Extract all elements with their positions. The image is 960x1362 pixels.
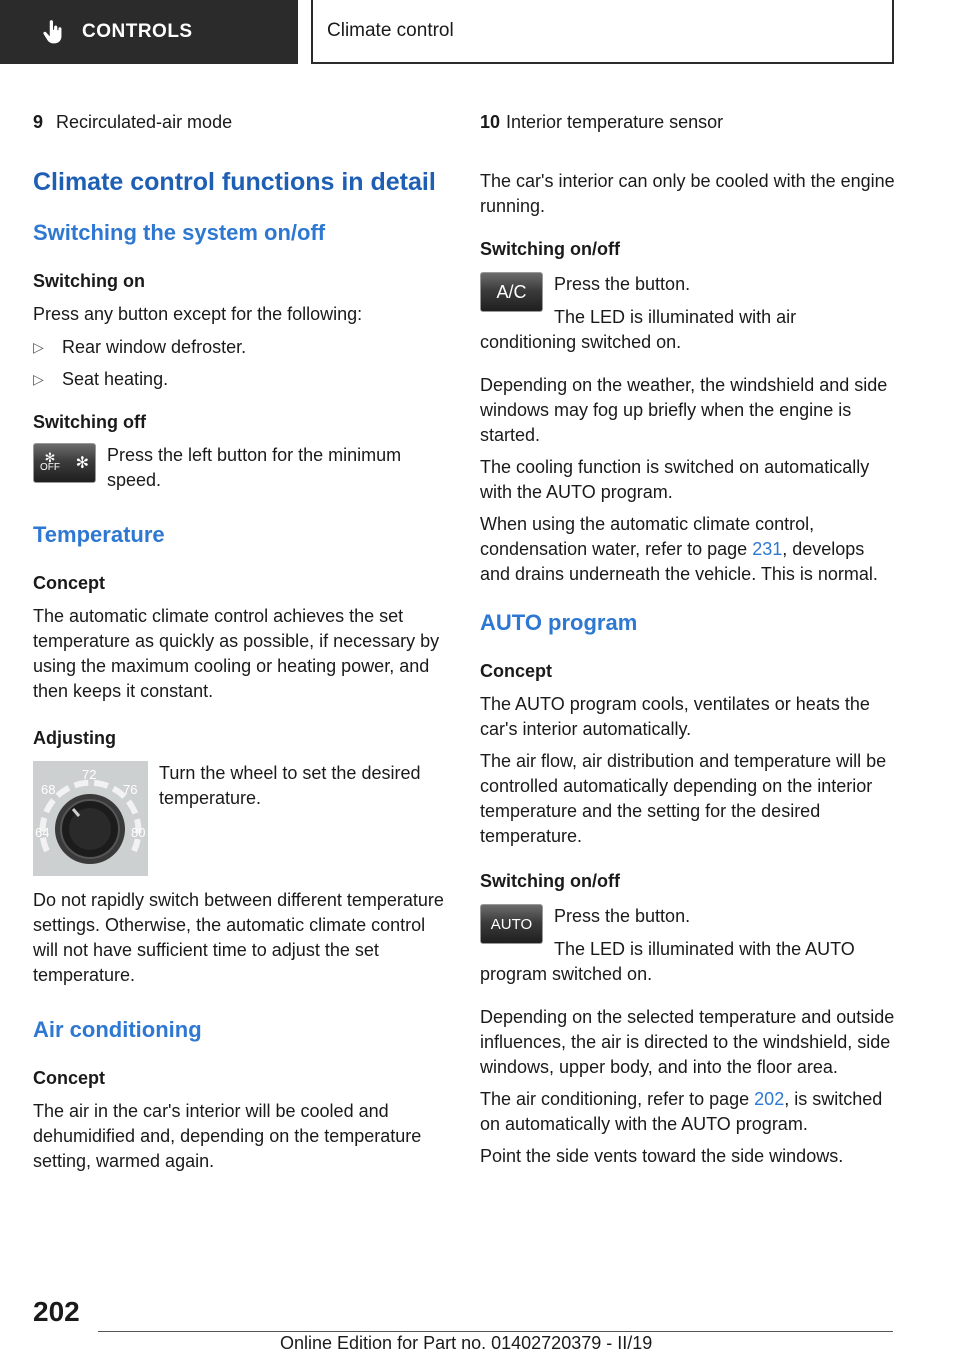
switching-off-row bbox=[33, 443, 448, 493]
cooled-text: The car's interior can only be cooled with the engine running. bbox=[480, 171, 895, 216]
heading-ac-switching: Switching on/off bbox=[480, 239, 620, 259]
temp-concept-text: The automatic climate control achieves the set temperature as quickly as possible, if necessary by using the maximum cooling or heating power, and then keeps it constant. bbox=[33, 606, 440, 701]
chapter-tab bbox=[0, 0, 298, 64]
footer-divider bbox=[98, 1331, 893, 1332]
auto-concept-text-2: The air flow, air distribution and temperature will be controlled automatically depending on the interior temperature and the setting for the desired temperature. bbox=[480, 751, 887, 846]
switching-on-text: Press any button except for the following: bbox=[33, 304, 363, 324]
main-heading: Climate control functions in detail bbox=[33, 168, 436, 196]
heading-ac-concept: Concept bbox=[33, 1068, 105, 1088]
side-vents-text: Point the side vents toward the side windows. bbox=[480, 1146, 844, 1166]
cooling-function-text: The cooling function is switched on automatically with the AUTO program. bbox=[480, 457, 870, 502]
ac-button-image: A/C bbox=[480, 272, 543, 312]
right-column bbox=[480, 110, 895, 1169]
legend-number: 9 bbox=[33, 112, 44, 132]
legend-item-10 bbox=[480, 110, 895, 135]
hand-pointer-icon bbox=[40, 19, 66, 45]
switching-off-text: Press the left button for the minimum speed. bbox=[107, 445, 402, 490]
chapter-label: CONTROLS bbox=[82, 21, 193, 42]
exception-list bbox=[33, 335, 448, 392]
svg-text:68: 68 bbox=[41, 782, 56, 797]
svg-text:72: 72 bbox=[82, 767, 97, 782]
adjusting-row bbox=[33, 761, 448, 876]
legend-text: Interior temperature sensor bbox=[506, 112, 724, 132]
heading-switching-on: Switching on bbox=[33, 271, 145, 291]
triangle-bullet-icon: ▷ bbox=[33, 371, 44, 387]
auto-button-image: AUTO bbox=[480, 904, 543, 944]
press-button-text: Press the button. bbox=[554, 274, 691, 294]
led-auto-text: The LED is illuminated with the AUTO program switched on. bbox=[480, 939, 855, 984]
heading-temperature: Temperature bbox=[33, 522, 165, 547]
heading-temp-concept: Concept bbox=[33, 573, 105, 593]
heading-switching-system: Switching the system on/off bbox=[33, 220, 326, 245]
fan-icon: ✻ bbox=[75, 455, 89, 472]
air-direction-text: Depending on the selected temperature and outside influences, the air is directed to the windshield, side windows, upper body, and into the floor area. bbox=[480, 1007, 895, 1077]
heading-air-conditioning: Air conditioning bbox=[33, 1017, 202, 1042]
svg-text:80: 80 bbox=[131, 825, 146, 840]
list-item: ▷ Rear window defroster. bbox=[33, 335, 448, 360]
auto-concept-text-1: The AUTO program cools, ventilates or heats the car's interior automatically. bbox=[480, 694, 870, 739]
left-column bbox=[33, 110, 448, 1174]
section-label: Climate control bbox=[327, 20, 454, 41]
fan-icon: ✻ bbox=[44, 450, 56, 465]
triangle-bullet-icon: ▷ bbox=[33, 339, 44, 355]
press-button-text: Press the button. bbox=[554, 906, 691, 926]
legend-text: Recirculated-air mode bbox=[56, 112, 233, 132]
page-number: 202 bbox=[33, 1296, 80, 1327]
condensation-text: When using the automatic climate control, condensation water, refer to page 231, develops and drains underneath the vehicle. This is normal. bbox=[480, 514, 878, 584]
air-conditioning-auto-text: The air conditioning, refer to page 202, is switched on automatically with the AUTO program. bbox=[480, 1089, 883, 1134]
temperature-dial-image bbox=[33, 761, 148, 876]
heading-auto-program: AUTO program bbox=[480, 610, 638, 635]
list-item: ▷ Seat heating. bbox=[33, 367, 448, 392]
edition-text: Online Edition for Part no. 01402720379 - II/19 bbox=[280, 1333, 653, 1353]
ac-concept-text: The air in the car's interior will be cooled and dehumidified and, depending on the temperature setting, warmed again. bbox=[33, 1101, 422, 1171]
page-link-231[interactable]: 231 bbox=[752, 539, 783, 559]
heading-switching-off: Switching off bbox=[33, 412, 146, 432]
heading-auto-switching: Switching on/off bbox=[480, 871, 620, 891]
temperature-wheel-icon bbox=[33, 761, 148, 876]
section-tab bbox=[311, 0, 894, 64]
heading-adjusting: Adjusting bbox=[33, 728, 116, 748]
led-ac-text: The LED is illuminated with air conditioning switched on. bbox=[480, 307, 797, 352]
fan-off-button-image: ✻ OFF ✻ bbox=[33, 443, 96, 483]
heading-auto-concept: Concept bbox=[480, 661, 552, 681]
weather-text: Depending on the weather, the windshield and side windows may fog up briefly when the engine is started. bbox=[480, 375, 888, 445]
page-link-202[interactable]: 202 bbox=[754, 1089, 785, 1109]
legend-number: 10 bbox=[480, 112, 501, 132]
adjusting-warning-text: Do not rapidly switch between different temperature settings. Otherwise, the automatic climate control will not have sufficient time to adjust the set temperature. bbox=[33, 890, 444, 985]
legend-item-9 bbox=[33, 110, 448, 135]
svg-text:64: 64 bbox=[35, 825, 50, 840]
svg-text:76: 76 bbox=[123, 782, 138, 797]
adjusting-text: Turn the wheel to set the desired temperature. bbox=[159, 763, 421, 808]
